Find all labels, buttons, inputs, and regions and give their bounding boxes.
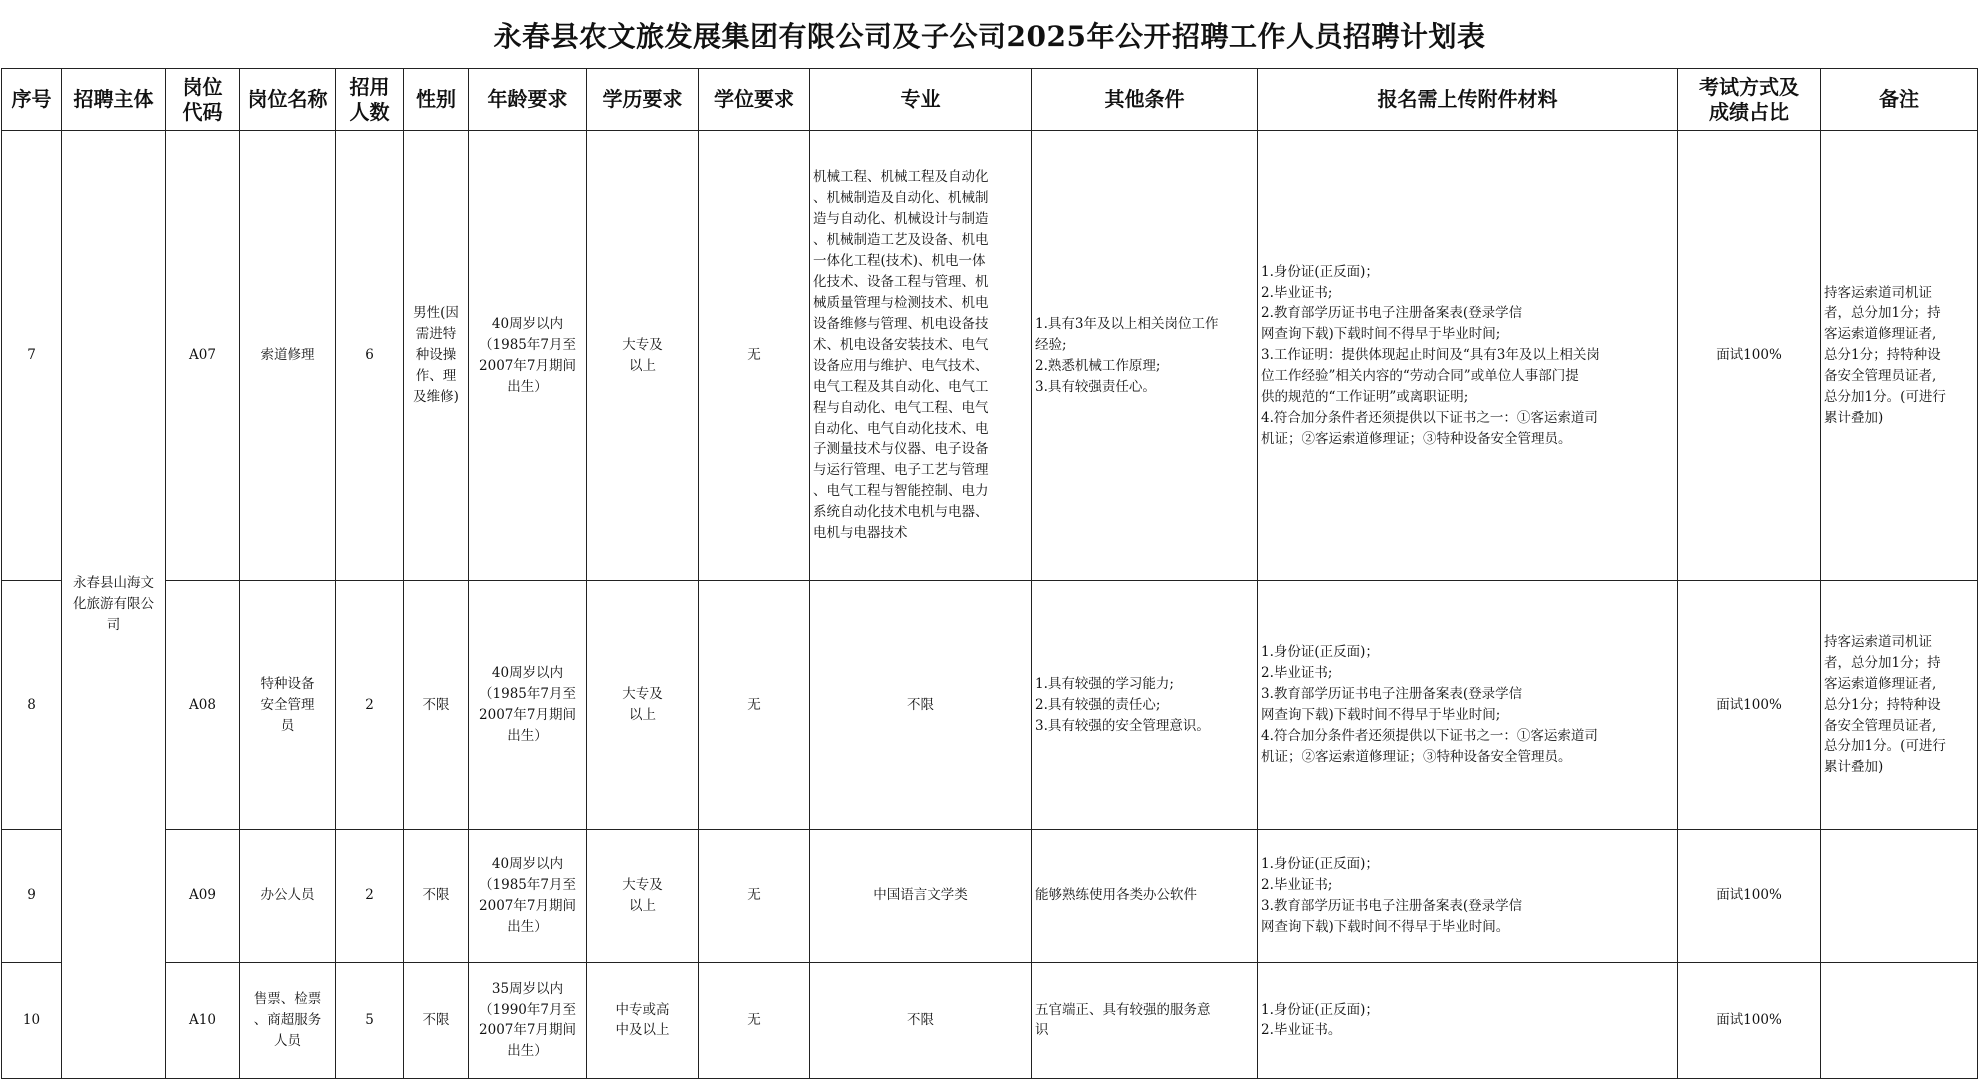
- cell-education: 中专或高 中及以上: [587, 962, 699, 1078]
- cell-major: 不限: [810, 962, 1032, 1078]
- cell-other: 五官端正、具有较强的服务意 识: [1032, 962, 1258, 1078]
- cell-remarks: [1821, 829, 1978, 962]
- cell-materials: 1.身份证(正反面)； 2.毕业证书; 3.教育部学历证书电子注册备案表(登录学信 网查询下载)下载时间不得早于毕业时间。: [1258, 829, 1678, 962]
- cell-degree: 无: [699, 829, 810, 962]
- cell-major: 不限: [810, 581, 1032, 829]
- cell-count: 6: [336, 131, 404, 581]
- header-gender: 性别: [404, 69, 469, 131]
- cell-seq: 7: [2, 131, 62, 581]
- cell-education: 大专及 以上: [587, 131, 699, 581]
- table-row: [2, 962, 1978, 1078]
- header-other: 其他条件: [1032, 69, 1258, 131]
- cell-materials: 1.身份证(正反面)； 2.毕业证书。: [1258, 962, 1678, 1078]
- header-exam: 考试方式及 成绩占比: [1678, 69, 1821, 131]
- cell-seq: 10: [2, 962, 62, 1078]
- cell-other: 1.具有3年及以上相关岗位工作 经验; 2.熟悉机械工作原理; 3.具有较强责任心。: [1032, 131, 1258, 581]
- cell-code: A07: [166, 131, 240, 581]
- cell-code: A10: [166, 962, 240, 1078]
- cell-exam: 面试100%: [1678, 131, 1821, 581]
- table-row: [2, 131, 1978, 581]
- header-materials: 报名需上传附件材料: [1258, 69, 1678, 131]
- cell-degree: 无: [699, 131, 810, 581]
- header-code: 岗位 代码: [166, 69, 240, 131]
- cell-major: 机械工程、机械工程及自动化 、机械制造及自动化、机械制 造与自动化、机械设计与制造 、机械制造工艺及设备、机电 一体化工程(技术)、机电一体 化技术、设备工程与管理、机 械质量管理与检测技术、机电 设备维修与管理、机电设备技 术、机电设备安装技术、电气 设备应用与维护、电气技术、 电气工程及其自动化、电气工 程与自动化、电气工程、电气 自动化、电气自动化技术、电 子测量技术与仪器、电子设备 与运行管理、电子工艺与管理 、电气工程与智能控制、电力 系统自动化技术电机与电器、 电机与电器技术: [810, 131, 1032, 581]
- cell-age: 40周岁以内 （1985年7月至 2007年7月期间 出生）: [469, 581, 587, 829]
- cell-age: 35周岁以内 （1990年7月至 2007年7月期间 出生）: [469, 962, 587, 1078]
- table-header-row: [2, 69, 1978, 131]
- cell-exam: 面试100%: [1678, 581, 1821, 829]
- cell-seq: 9: [2, 829, 62, 962]
- cell-gender: 不限: [404, 829, 469, 962]
- cell-position: 售票、检票 、商超服务 人员: [240, 962, 336, 1078]
- cell-code: A08: [166, 581, 240, 829]
- cell-count: 5: [336, 962, 404, 1078]
- header-count: 招用 人数: [336, 69, 404, 131]
- recruitment-plan-table: [1, 68, 1978, 1079]
- page-title: 永春县农文旅发展集团有限公司及子公司2025年公开招聘工作人员招聘计划表: [493, 20, 1486, 53]
- cell-code: A09: [166, 829, 240, 962]
- header-employer: 招聘主体: [62, 69, 166, 131]
- cell-position: 办公人员: [240, 829, 336, 962]
- cell-employer: 永春县山海文 化旅游有限公 司: [62, 131, 166, 1079]
- header-position: 岗位名称: [240, 69, 336, 131]
- header-remarks: 备注: [1821, 69, 1978, 131]
- cell-other: 能够熟练使用各类办公软件: [1032, 829, 1258, 962]
- header-degree: 学位要求: [699, 69, 810, 131]
- cell-seq: 8: [2, 581, 62, 829]
- cell-education: 大专及 以上: [587, 829, 699, 962]
- cell-exam: 面试100%: [1678, 829, 1821, 962]
- cell-count: 2: [336, 581, 404, 829]
- cell-exam: 面试100%: [1678, 962, 1821, 1078]
- table-row: [2, 581, 1978, 829]
- cell-age: 40周岁以内 （1985年7月至 2007年7月期间 出生）: [469, 131, 587, 581]
- cell-remarks: 持客运索道司机证 者，总分加1分；持 客运索道修理证者, 总分1分；持特种设 备安全管理员证者, 总分加1分。(可进行 累计叠加): [1821, 581, 1978, 829]
- cell-gender: 不限: [404, 962, 469, 1078]
- cell-materials: 1.身份证(正反面)； 2.毕业证书; 2.教育部学历证书电子注册备案表(登录学信 网查询下载)下载时间不得早于毕业时间; 3.工作证明：提供体现起止时间及“具有3年及以上相关岗 位工作经验”相关内容的“劳动合同”或单位人事部门提 供的规范的“工作证明”或离职证明; 4.符合加分条件者还须提供以下证书之一：①客运索道司 机证；②客运索道修理证；③特种设备安全管理员。: [1258, 131, 1678, 581]
- cell-degree: 无: [699, 581, 810, 829]
- cell-age: 40周岁以内 （1985年7月至 2007年7月期间 出生）: [469, 829, 587, 962]
- header-education: 学历要求: [587, 69, 699, 131]
- table-row: [2, 829, 1978, 962]
- cell-other: 1.具有较强的学习能力; 2.具有较强的责任心; 3.具有较强的安全管理意识。: [1032, 581, 1258, 829]
- cell-position: 索道修理: [240, 131, 336, 581]
- cell-major: 中国语言文学类: [810, 829, 1032, 962]
- cell-degree: 无: [699, 962, 810, 1078]
- cell-position: 特种设备 安全管理 员: [240, 581, 336, 829]
- cell-remarks: [1821, 962, 1978, 1078]
- header-seq: 序号: [2, 69, 62, 131]
- header-major: 专业: [810, 69, 1032, 131]
- cell-count: 2: [336, 829, 404, 962]
- cell-remarks: 持客运索道司机证 者，总分加1分；持 客运索道修理证者, 总分1分；持特种设 备安全管理员证者, 总分加1分。(可进行 累计叠加): [1821, 131, 1978, 581]
- cell-education: 大专及 以上: [587, 581, 699, 829]
- cell-materials: 1.身份证(正反面)； 2.毕业证书; 3.教育部学历证书电子注册备案表(登录学信 网查询下载)下载时间不得早于毕业时间; 4.符合加分条件者还须提供以下证书之一：①客运索道司 机证；②客运索道修理证；③特种设备安全管理员。: [1258, 581, 1678, 829]
- cell-gender: 不限: [404, 581, 469, 829]
- cell-gender: 男性(因 需进特 种设操 作、理 及维修): [404, 131, 469, 581]
- header-age: 年龄要求: [469, 69, 587, 131]
